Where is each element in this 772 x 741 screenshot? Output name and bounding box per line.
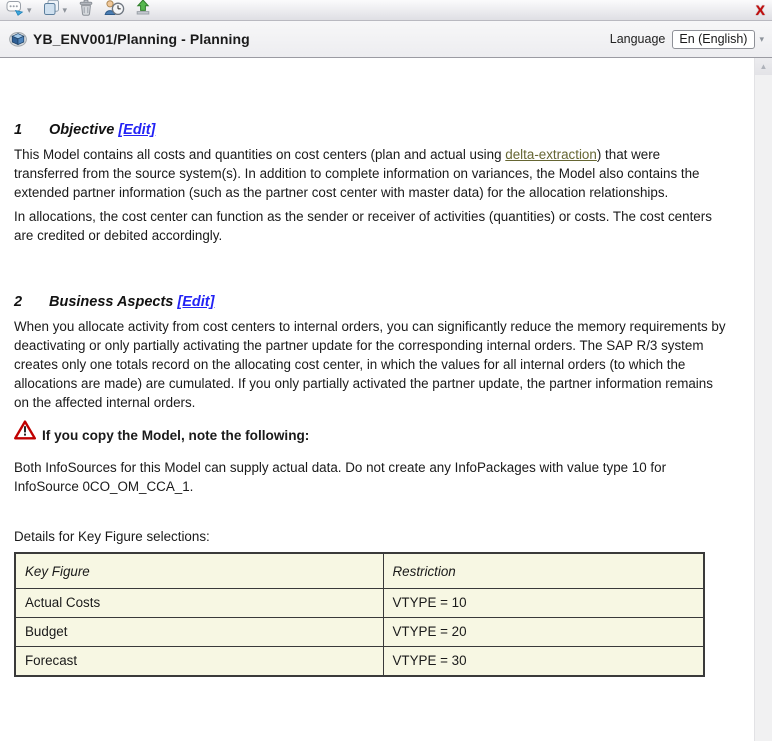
copy-button[interactable]: [41, 0, 62, 22]
upload-button[interactable]: [133, 0, 153, 22]
section-heading: [14, 294, 726, 310]
section-heading: [14, 122, 726, 138]
user-clock-icon: [104, 0, 125, 21]
section-business-aspects: [14, 294, 726, 677]
warning-paragraph: Both InfoSources for this Model can supply actual data. Do not create any InfoPackages with value type 10 for InfoSource 0CO_OM_CCA_1.: [14, 460, 667, 494]
document-body: [0, 58, 772, 677]
table-cell: Budget: [15, 618, 383, 647]
key-figure-table: [14, 552, 705, 677]
section-title: Objective: [49, 122, 115, 138]
table-cell: VTYPE = 10: [383, 589, 704, 618]
table-row: [15, 618, 704, 647]
section-number: 1: [14, 122, 23, 138]
comment-dropdown-caret[interactable]: ▾: [27, 4, 32, 15]
warning-note: [14, 420, 726, 445]
edit-link-objective[interactable]: [Edit]: [118, 122, 156, 138]
column-header-restriction: Restriction: [383, 553, 704, 589]
scroll-up-button[interactable]: [755, 58, 772, 75]
close-button[interactable]: X: [755, 2, 765, 18]
warning-triangle-icon: [14, 420, 42, 445]
warning-heading: If you copy the Model, note the following:: [42, 428, 310, 443]
table-header-row: [15, 553, 704, 589]
scroll-up-icon: ▲: [759, 61, 768, 71]
table-cell: Actual Costs: [15, 589, 383, 618]
business-aspects-paragraph: When you allocate activity from cost centers to internal orders, you can significantly reduce the memory requirements by deactivating or only partially activating the partner update for the corresponding internal orders. The SAP R/3 system creates only one totals record on the allocating cost center, in which the values for all internal orders (to which the allocations are made) are cumulated. If you only partially activated the partner update, the partner information remains on the affected internal orders.: [14, 319, 726, 410]
edit-link-business-aspects[interactable]: [Edit]: [177, 294, 215, 310]
table-cell: VTYPE = 30: [383, 647, 704, 676]
objective-paragraph-1: [14, 145, 726, 202]
section-title: Business Aspects: [49, 294, 174, 310]
language-caret-icon[interactable]: ▾: [759, 33, 764, 44]
table-row: [15, 647, 704, 676]
toolbar: [0, 0, 772, 21]
table-row: [15, 589, 704, 618]
comment-icon: [6, 0, 24, 21]
delete-button[interactable]: [76, 0, 96, 22]
content-area: [0, 58, 772, 741]
table-cell: VTYPE = 20: [383, 618, 704, 647]
objective-paragraph-2: In allocations, the cost center can function as the sender or receiver of activities (quantities) or costs. The cost centers are credited or debited accordingly.: [14, 209, 712, 243]
copy-icon: [43, 0, 60, 21]
language-select[interactable]: En (English): [672, 30, 755, 49]
table-cell: Forecast: [15, 647, 383, 676]
trash-icon: [78, 0, 94, 21]
copy-dropdown-caret[interactable]: ▾: [62, 4, 68, 15]
table-intro: Details for Key Figure selections:: [14, 529, 210, 544]
section-objective: [14, 122, 726, 245]
delta-extraction-link[interactable]: delta-extraction: [505, 147, 597, 162]
comment-button[interactable]: [4, 0, 26, 22]
model-cube-icon: [9, 31, 27, 47]
section-number: 2: [14, 294, 23, 310]
paragraph-text: ) that were transferred from the source system(s). In addition to complete information on variances, the Model also contains the extended partner information (such as the partner cost center with master data) for the allocation relationships.: [14, 147, 700, 200]
vertical-scrollbar[interactable]: [754, 58, 772, 741]
header: [0, 21, 772, 58]
column-header-key-figure: Key Figure: [15, 553, 383, 589]
paragraph-text: This Model contains all costs and quantities on cost centers (plan and actual using: [14, 147, 506, 162]
page-title: YB_ENV001/Planning - Planning: [33, 31, 250, 47]
upload-icon: [135, 0, 151, 21]
language-label: Language: [609, 32, 666, 46]
user-history-button[interactable]: [102, 0, 127, 22]
